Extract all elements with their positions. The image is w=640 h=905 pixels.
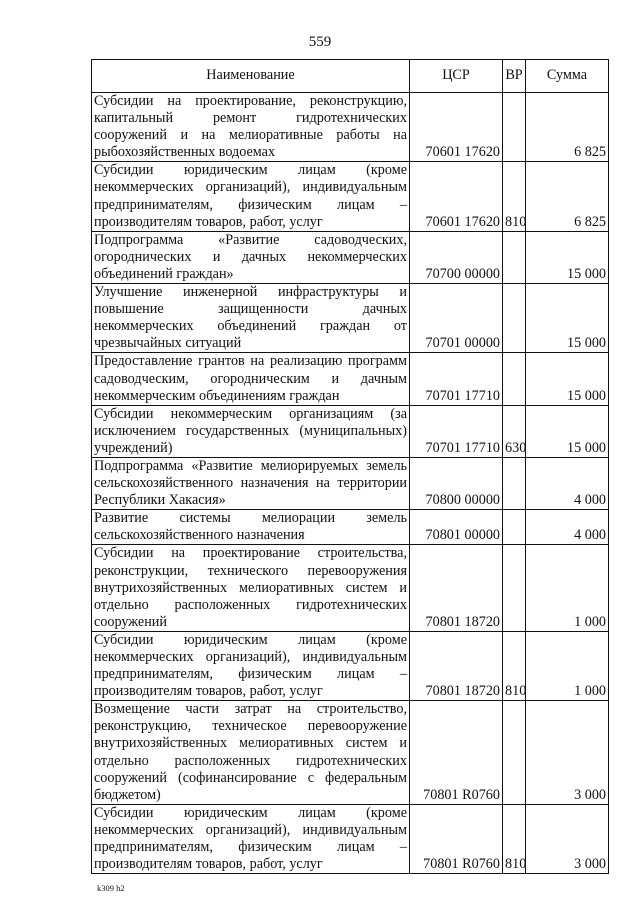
header-csr: ЦСР — [410, 60, 503, 93]
row-name: Субсидии на проектирование, реконструкцию, капитальный ремонт гидротехнических сооружений и на мелиоративные работы на рыбохозяйственных водоемах — [92, 93, 410, 162]
row-csr: 70801 R0760 — [410, 804, 503, 873]
row-csr: 70701 17710 — [410, 353, 503, 405]
row-sum: 15 000 — [526, 284, 609, 353]
row-name: Подпрограмма «Развитие мелиорируемых земель сельскохозяйственного назначения на территории Республики Хакасия» — [92, 457, 410, 509]
row-vr: 810 — [503, 631, 526, 700]
row-name: Субсидии юридическим лицам (кроме некоммерческих организаций), индивидуальным предпринимателям, физическим лицам – производителям товаров, работ, услуг — [92, 804, 410, 873]
row-sum: 1 000 — [526, 631, 609, 700]
header-sum: Сумма — [526, 60, 609, 93]
row-name: Улучшение инженерной инфраструктуры и повышение защищенности дачных некоммерческих объединений граждан от чрезвычайных ситуаций — [92, 284, 410, 353]
header-vr: ВР — [503, 60, 526, 93]
row-csr: 70601 17620 — [410, 162, 503, 231]
row-name: Субсидии на проектирование строительства, реконструкции, технического перевооружения внутрихозяйственных мелиоративных систем и отдельно расположенных гидротехнических сооружений — [92, 545, 410, 631]
row-vr — [503, 510, 526, 545]
table-row — [92, 457, 609, 509]
row-vr — [503, 353, 526, 405]
page-number: 559 — [308, 34, 332, 50]
row-csr: 70701 00000 — [410, 284, 503, 353]
row-vr — [503, 701, 526, 805]
row-name: Возмещение части затрат на строительство, реконструкцию, техническое перевооружение внутрихозяйственных мелиоративных систем и отдельно расположенных гидротехнических сооружений (софинансирование с федеральным бюджетом) — [92, 701, 410, 805]
row-vr — [503, 93, 526, 162]
row-sum: 15 000 — [526, 231, 609, 283]
row-name: Развитие системы мелиорации земель сельскохозяйственного назначения — [92, 510, 410, 545]
table-row — [92, 353, 609, 405]
row-sum: 1 000 — [526, 545, 609, 631]
row-name: Субсидии юридическим лицам (кроме некоммерческих организаций), индивидуальным предпринимателям, физическим лицам – производителям товаров, работ, услуг — [92, 631, 410, 700]
row-vr — [503, 231, 526, 283]
row-sum: 15 000 — [526, 353, 609, 405]
table-row — [92, 231, 609, 283]
table-row — [92, 631, 609, 700]
row-vr: 810 — [503, 804, 526, 873]
row-csr: 70801 00000 — [410, 510, 503, 545]
row-csr: 70801 R0760 — [410, 701, 503, 805]
table-row — [92, 162, 609, 231]
row-csr: 70800 00000 — [410, 457, 503, 509]
footer-code: k309 h2 — [97, 883, 125, 893]
row-name: Подпрограмма «Развитие садоводческих, огороднических и дачных некоммерческих объединений граждан» — [92, 231, 410, 283]
row-csr: 70601 17620 — [410, 93, 503, 162]
row-csr: 70801 18720 — [410, 631, 503, 700]
table-row — [92, 804, 609, 873]
row-sum: 3 000 — [526, 804, 609, 873]
row-name: Субсидии некоммерческим организациям (за исключением государственных (муниципальных) учреждений) — [92, 405, 410, 457]
row-vr — [503, 545, 526, 631]
table-row — [92, 545, 609, 631]
row-vr: 810 — [503, 162, 526, 231]
header-name: Наименование — [92, 60, 410, 93]
row-sum: 3 000 — [526, 701, 609, 805]
row-sum: 6 825 — [526, 93, 609, 162]
row-sum: 4 000 — [526, 510, 609, 545]
row-csr: 70801 18720 — [410, 545, 503, 631]
table-header-row — [92, 60, 609, 93]
row-csr: 70701 17710 — [410, 405, 503, 457]
table-row — [92, 405, 609, 457]
row-csr: 70700 00000 — [410, 231, 503, 283]
table-row — [92, 284, 609, 353]
row-sum: 4 000 — [526, 457, 609, 509]
row-name: Субсидии юридическим лицам (кроме некоммерческих организаций), индивидуальным предпринимателям, физическим лицам – производителям товаров, работ, услуг — [92, 162, 410, 231]
row-vr: 630 — [503, 405, 526, 457]
row-vr — [503, 284, 526, 353]
row-sum: 15 000 — [526, 405, 609, 457]
budget-table — [91, 59, 609, 874]
table-row — [92, 93, 609, 162]
row-sum: 6 825 — [526, 162, 609, 231]
row-name: Предоставление грантов на реализацию программ садоводческим, огородническим и дачным некоммерческим объединениям граждан — [92, 353, 410, 405]
row-vr — [503, 457, 526, 509]
table-row — [92, 510, 609, 545]
table-row — [92, 701, 609, 805]
